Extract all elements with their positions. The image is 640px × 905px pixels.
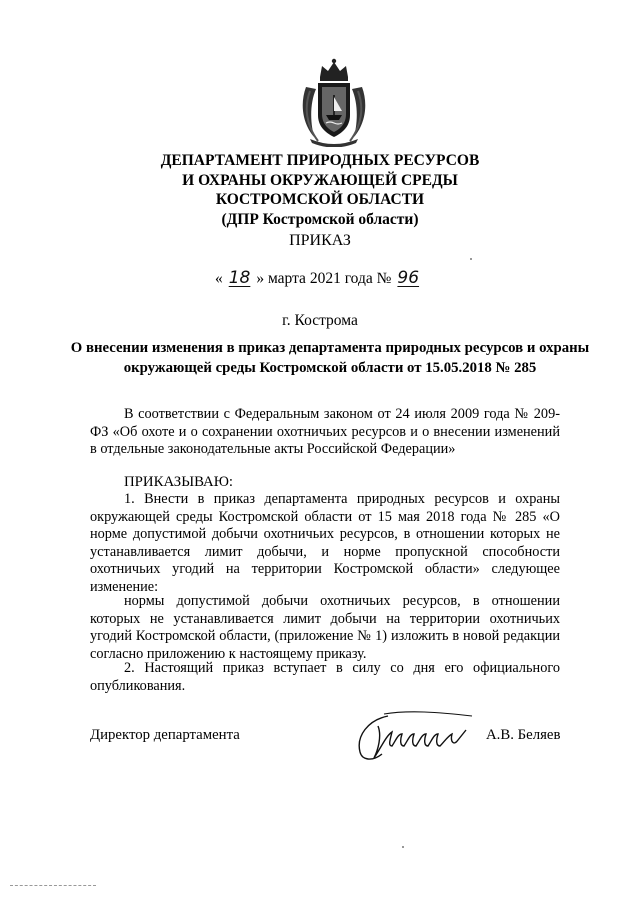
department-line-1: ДЕПАРТАМЕНТ ПРИРОДНЫХ РЕСУРСОВ bbox=[160, 152, 480, 169]
department-name bbox=[0, 151, 640, 229]
order-item-1-change: нормы допустимой добычи охотничьих ресурсов, в отношении которых не устанавливается лимит добычи на территории охотничьих угодий Костромской области, (приложение № 1) изложить в новой редакции согласно приложению к настоящему приказу. bbox=[90, 593, 560, 662]
scan-edge-mark bbox=[10, 885, 96, 886]
signatory-position: Директор департамента bbox=[90, 727, 240, 743]
order-item-1: 1. Внести в приказ департамента природных ресурсов и охраны окружающей среды Костромской области от 15 мая 2018 года № 285 «О норме допустимой добычи охотничьих ресурсов, в отношении которых не устанавливается лимит добычи, и норме пропускной способности охотничьих угодий на территории Костромской области» следующее изменение: bbox=[90, 491, 560, 595]
scan-speck bbox=[402, 846, 404, 848]
department-line-2: И ОХРАНЫ ОКРУЖАЮЩЕЙ СРЕДЫ bbox=[182, 171, 458, 189]
signatory-name: А.В. Беляев bbox=[486, 727, 561, 743]
document-type: ПРИКАЗ bbox=[289, 232, 351, 249]
date-open-quote: « bbox=[214, 270, 223, 287]
order-label: ПРИКАЗЫВАЮ: bbox=[124, 474, 234, 490]
order-date-number bbox=[0, 268, 640, 288]
handwritten-order-number: 96 bbox=[397, 268, 420, 288]
order-item-2: 2. Настоящий приказ вступает в силу со дня его официального опубликования. bbox=[90, 660, 560, 694]
date-rest: » марта 2021 года № bbox=[256, 270, 392, 287]
order-subject: О внесении изменения в приказ департамента природных ресурсов и охраны окружающей среды Костромской области от 15.05.2018 № 285 bbox=[70, 340, 590, 376]
city: г. Кострома bbox=[282, 312, 358, 329]
handwritten-signature bbox=[348, 706, 480, 766]
department-line-3: КОСТРОМСКОЙ ОБЛАСТИ bbox=[215, 191, 425, 208]
scan-speck bbox=[470, 258, 472, 260]
department-short-name: (ДПР Костромской области) bbox=[221, 210, 419, 228]
preamble-paragraph: В соответствии с Федеральным законом от 24 июля 2009 года № 209-ФЗ «Об охоте и о сохранении охотничьих ресурсов и о внесении изменений в отдельные законодательные акты Российской Федерации» bbox=[90, 406, 560, 458]
coat-of-arms-icon bbox=[296, 57, 372, 147]
handwritten-day: 18 bbox=[228, 268, 251, 288]
